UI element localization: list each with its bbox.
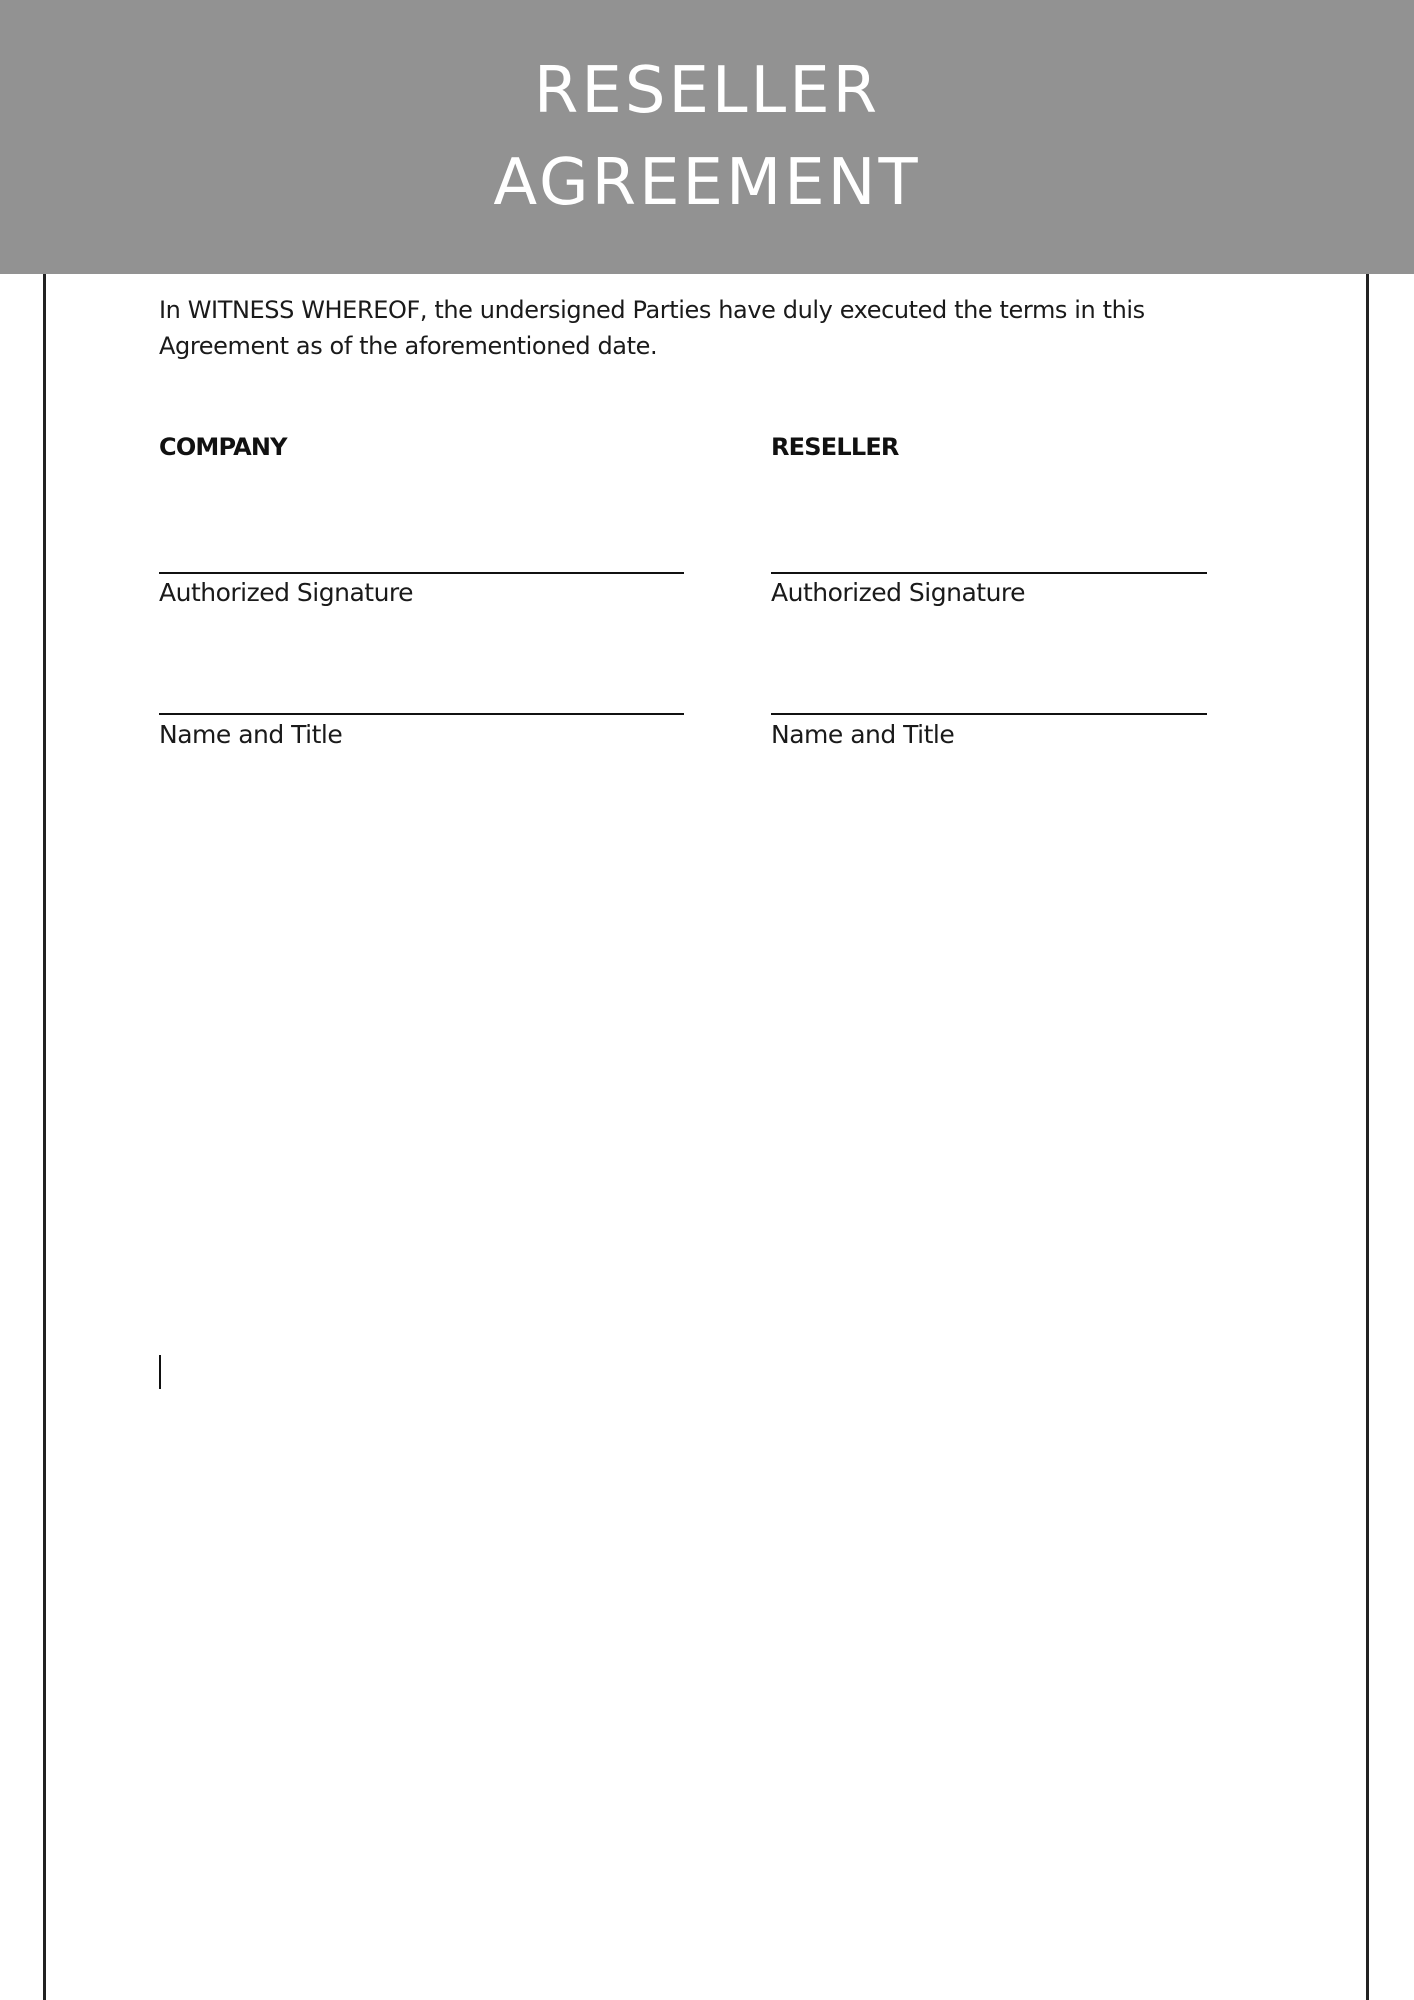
company-name-title-label: Name and Title	[159, 720, 343, 749]
page-border-right	[1366, 0, 1369, 2000]
reseller-name-title-line[interactable]	[771, 713, 1207, 715]
witness-paragraph-line-1: In WITNESS WHEREOF, the undersigned Parties have duly executed the terms in this	[159, 296, 1145, 324]
company-signature-label: Authorized Signature	[159, 578, 414, 607]
company-name-title-line[interactable]	[159, 713, 684, 715]
banner-title-line-1: RESELLER	[533, 54, 881, 128]
reseller-signature-line[interactable]	[771, 572, 1207, 574]
witness-paragraph	[159, 292, 1199, 364]
page-border-left	[43, 0, 46, 2000]
company-signature-line[interactable]	[159, 572, 684, 574]
company-heading: COMPANY	[159, 433, 287, 461]
witness-paragraph-line-2: Agreement as of the aforementioned date.	[159, 332, 658, 360]
reseller-heading: RESELLER	[771, 433, 899, 461]
reseller-name-title-label: Name and Title	[771, 720, 955, 749]
text-cursor	[159, 1355, 161, 1389]
banner-title-line-2: AGREEMENT	[493, 146, 921, 220]
reseller-signature-label: Authorized Signature	[771, 578, 1026, 607]
title-banner	[0, 0, 1414, 274]
